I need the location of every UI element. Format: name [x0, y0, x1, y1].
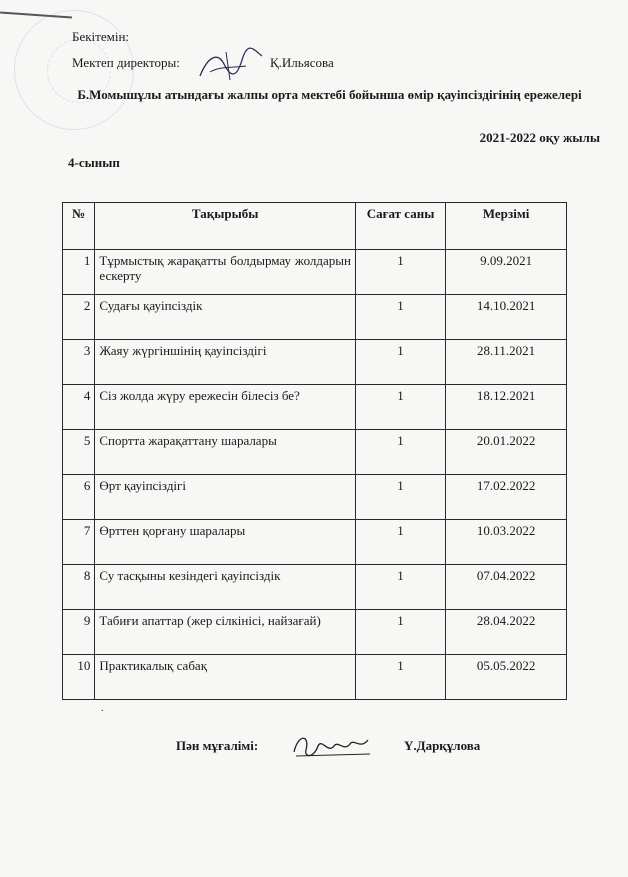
teacher-label: Пән мұғалімі:: [176, 738, 259, 753]
row-hours: 1: [355, 340, 445, 385]
row-num: 9: [63, 610, 95, 655]
row-hours: 1: [355, 610, 445, 655]
row-topic: Өрттен қорғану шаралары: [95, 520, 356, 565]
row-date: 20.01.2022: [446, 430, 567, 475]
row-date: 07.04.2022: [446, 565, 567, 610]
director-name: Қ.Ильясова: [270, 55, 334, 70]
row-date: 14.10.2021: [446, 295, 567, 340]
row-topic: Өрт қауіпсіздігі: [95, 475, 356, 520]
row-topic: Жаяу жүргіншінің қауіпсіздігі: [95, 340, 356, 385]
table-row: [63, 655, 567, 700]
row-topic: Сіз жолда жүру ережесін білесіз бе?: [95, 385, 356, 430]
teacher-signature: [290, 728, 374, 762]
row-hours: 1: [355, 565, 445, 610]
row-hours: 1: [355, 655, 445, 700]
row-num: 10: [63, 655, 95, 700]
row-num: 2: [63, 295, 95, 340]
row-date: 18.12.2021: [446, 385, 567, 430]
grade-label: 4-сынып: [68, 155, 120, 170]
row-hours: 1: [355, 295, 445, 340]
row-num: 7: [63, 520, 95, 565]
row-date: 17.02.2022: [446, 475, 567, 520]
row-hours: 1: [355, 520, 445, 565]
row-date: 28.04.2022: [446, 610, 567, 655]
director-label: Мектеп директоры:: [72, 55, 180, 70]
header-date: Мерзімі: [446, 203, 567, 250]
row-num: 6: [63, 475, 95, 520]
row-hours: 1: [355, 475, 445, 520]
table-row: [63, 295, 567, 340]
table-row: [63, 610, 567, 655]
director-line: [72, 55, 334, 71]
row-date: 9.09.2021: [446, 250, 567, 295]
table-row: [63, 475, 567, 520]
row-num: 4: [63, 385, 95, 430]
row-num: 5: [63, 430, 95, 475]
row-topic: Спортта жарақаттану шаралары: [95, 430, 356, 475]
row-date: 05.05.2022: [446, 655, 567, 700]
teacher-name: Ү.Дарқұлова: [404, 738, 481, 753]
director-signature: [196, 46, 266, 84]
row-hours: 1: [355, 385, 445, 430]
row-hours: 1: [355, 430, 445, 475]
row-num: 1: [63, 250, 95, 295]
row-date: 10.03.2022: [446, 520, 567, 565]
stray-dot: .: [101, 703, 104, 714]
table-row: [63, 340, 567, 385]
safety-plan-table: [62, 202, 567, 700]
header-topic: Тақырыбы: [95, 203, 356, 250]
row-topic: Практикалық сабақ: [95, 655, 356, 700]
approve-label: Бекітемін:: [72, 29, 130, 44]
row-num: 3: [63, 340, 95, 385]
table-row: [63, 385, 567, 430]
row-topic: Табиғи апаттар (жер сілкінісі, найзағай): [95, 610, 356, 655]
row-date: 28.11.2021: [446, 340, 567, 385]
row-topic: Су тасқыны кезіндегі қауіпсіздік: [95, 565, 356, 610]
table-row: [63, 430, 567, 475]
row-topic: Тұрмыстық жарақатты болдырмау жолдарын ескерту: [95, 250, 356, 295]
table-row: [63, 520, 567, 565]
table-row: [63, 250, 567, 295]
document-title: Б.Момышұлы атындағы жалпы орта мектебі бойынша өмір қауіпсіздігінің ережелері: [77, 87, 582, 102]
row-hours: 1: [355, 250, 445, 295]
table-header-row: [63, 203, 567, 250]
academic-year: 2021-2022 оқу жылы: [479, 130, 600, 145]
header-num: №: [63, 203, 95, 250]
table-row: [63, 565, 567, 610]
row-num: 8: [63, 565, 95, 610]
header-hours: Сағат саны: [355, 203, 445, 250]
row-topic: Судағы қауіпсіздік: [95, 295, 356, 340]
